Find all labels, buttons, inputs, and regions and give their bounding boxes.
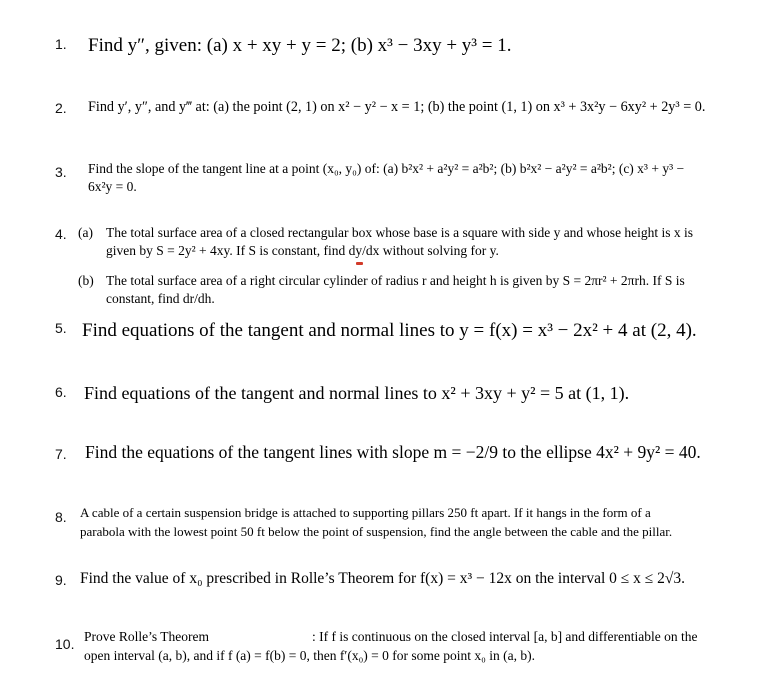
problem-3-line-2: 6x²y = 0. (88, 179, 137, 194)
problem-8-number: 8. (55, 509, 67, 525)
problem-4a-line-2: given by S = 2y² + 4xy. If S is constant, find dy/dx without solving for y. (106, 243, 499, 258)
problem-3-number: 3. (55, 164, 67, 180)
problem-9-text: Find the value of x₀ prescribed in Rolle’s Theorem for f(x) = x³ − 12x on the interval 0 ≤ x ≤ 2√3. (80, 570, 686, 587)
problem-6-text: Find equations of the tangent and normal lines to x² + 3xy + y² = 5 at (1, 1). (84, 383, 630, 403)
problem-10-number: 10. (55, 636, 75, 652)
red-cursor-mark (356, 262, 363, 265)
problem-6-number: 6. (55, 384, 67, 400)
problem-7-text: Find the equations of the tangent lines with slope m = −2/9 to the ellipse 4x² + 9y² = 40. (85, 442, 701, 462)
problem-4b-label: (b) (78, 273, 94, 288)
problem-4b-line-2: constant, find dr/dh. (106, 291, 215, 306)
problem-4a-line-1: The total surface area of a closed rectangular box whose base is a square with side y and whose height is x is (106, 225, 694, 240)
problem-5-number: 5. (55, 320, 67, 336)
problem-8-line-2: parabola with the lowest point 50 ft below the point of suspension, find the angle between the cable and the pillar. (80, 524, 673, 539)
problem-4-number: 4. (55, 226, 67, 242)
problem-2-number: 2. (55, 100, 67, 116)
problem-4a-label: (a) (78, 225, 93, 240)
problem-5-text: Find equations of the tangent and normal lines to y = f(x) = x³ − 2x² + 4 at (2, 4). (82, 320, 697, 341)
problem-3-line-1: Find the slope of the tangent line at a point (x₀, y₀) of: (a) b²x² + a²y² = a²b²; (b) b²x² − a²y² = a²b²; (c) x³ + y³ − (88, 161, 685, 176)
problem-1-text: Find y″, given: (a) x + xy + y = 2; (b) x³ − 3xy + y³ = 1. (88, 35, 512, 56)
problem-2-text: Find y′, y″, and y‴ at: (a) the point (2, 1) on x² − y² − x = 1; (b) the point (1, 1) on x³ + 3x²y − 6xy² + 2y³ = 0. (88, 99, 706, 115)
problem-4b-line-1: The total surface area of a right circular cylinder of radius r and height h is given by S = 2πr² + 2πrh. If S is (106, 273, 685, 288)
problem-10-line-2: open interval (a, b), and if f (a) = f(b) = 0, then f′(x₀) = 0 for some point x₀ in (a, b). (84, 648, 535, 663)
problem-9-number: 9. (55, 572, 67, 588)
problem-1-number: 1. (55, 36, 67, 52)
problem-10-line-1: : If f is continuous on the closed interval [a, b] and differentiable on the (312, 629, 698, 644)
problem-10-title: Prove Rolle’s Theorem (84, 629, 209, 644)
problem-7-number: 7. (55, 446, 67, 462)
problem-8-line-1: A cable of a certain suspension bridge is attached to supporting pillars 250 ft apart. If it hangs in the form of a (80, 505, 651, 520)
